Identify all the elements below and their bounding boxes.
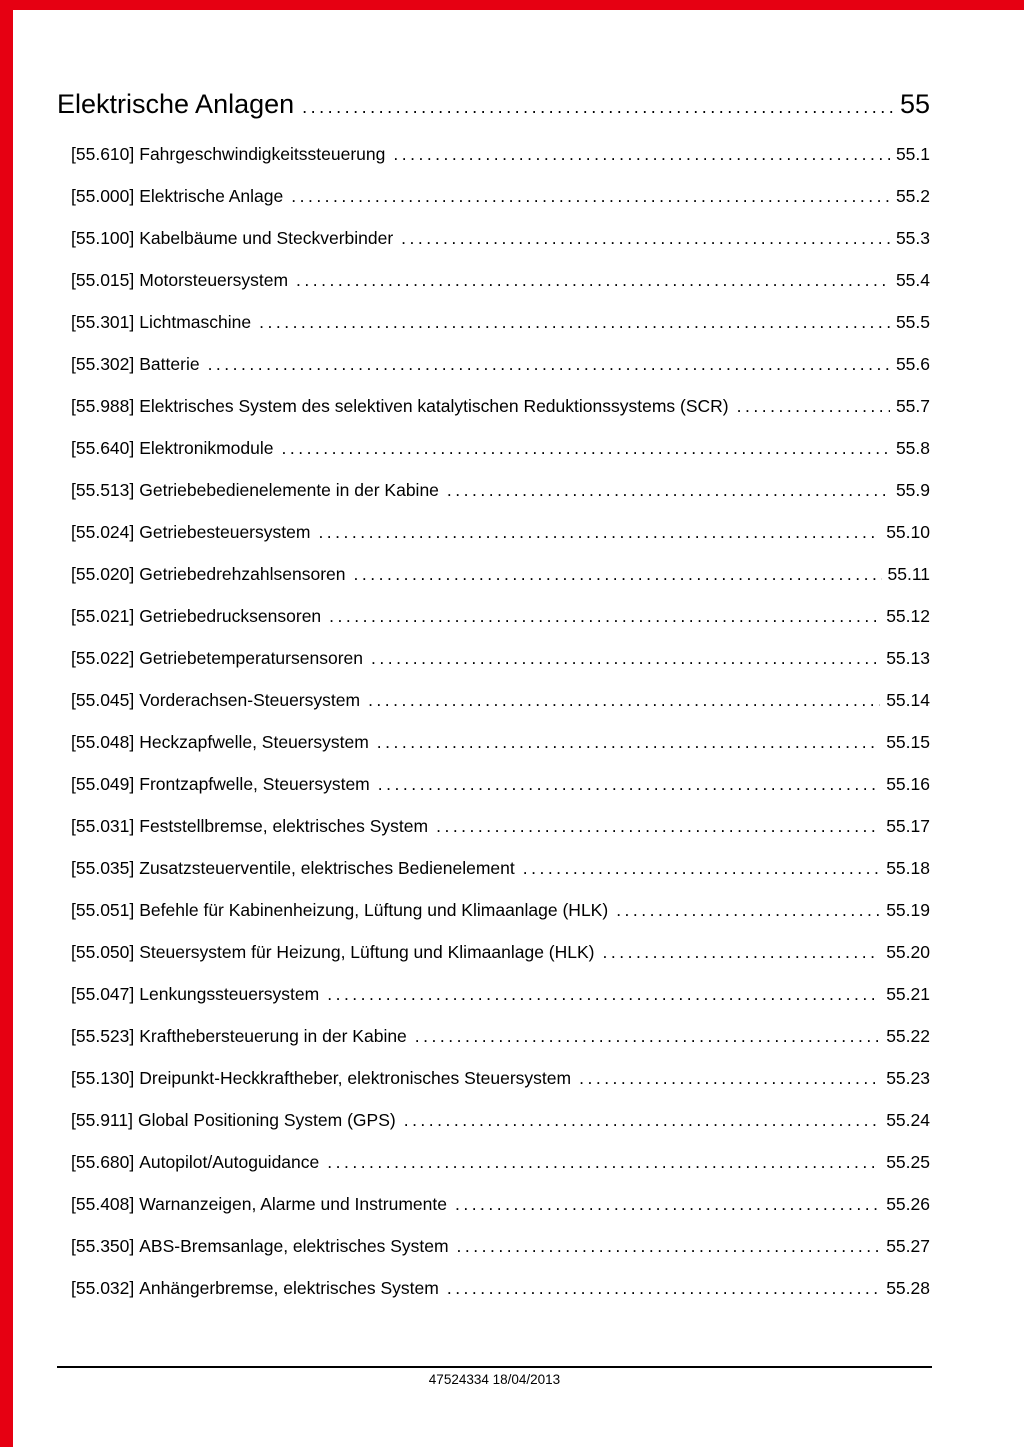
toc-entry[interactable] [57,438,930,480]
toc-entry[interactable] [57,396,930,438]
leader-dots [579,1068,880,1089]
toc-entry-page: 55.25 [886,1152,930,1172]
section-page-number: 55 [899,89,930,119]
toc-entry-label: Getriebetemperatursensoren [139,648,363,668]
footer-text: 47524334 18/04/2013 [428,1372,561,1387]
toc-entry-page: 55.10 [886,522,930,542]
toc-entry-label: Dreipunkt-Heckkraftheber, elektronisches Steuersystem [139,1068,572,1088]
toc-entry-code: [55.045] [71,690,135,710]
toc-entry-code: [55.020] [71,564,135,584]
section-title: Elektrische Anlagen [57,89,295,119]
toc-entry-page: 55.3 [895,228,930,248]
toc-entry-page: 55.17 [886,816,930,836]
leader-dots [455,1194,880,1215]
toc-entry[interactable] [57,1236,930,1278]
page-edge-top-red [0,0,1024,10]
toc-entry-label: Global Positioning System (GPS) [137,1110,396,1130]
toc-entry[interactable] [57,144,930,186]
toc-entry-label: Steuersystem für Heizung, Lüftung und Klimaanlage (HLK) [139,942,595,962]
leader-dots [401,228,890,249]
toc-entry-code: [55.680] [71,1152,135,1172]
toc-entry-page: 55.8 [895,438,930,458]
leader-dots [291,186,890,207]
toc-entry-page: 55.13 [886,648,930,668]
toc-entry[interactable] [57,690,930,732]
toc-entry-code: [55.024] [71,522,135,542]
toc-entry-page: 55.7 [895,396,930,416]
toc-entry[interactable] [57,228,930,270]
leader-dots [259,312,890,333]
leader-dots [296,270,890,291]
toc-entry[interactable] [57,774,930,816]
leader-dots [415,1026,880,1047]
toc-content [57,88,930,1320]
toc-entry[interactable] [57,900,930,942]
leader-dots [354,564,882,585]
toc-entry-label: Frontzapfwelle, Steuersystem [139,774,370,794]
toc-entry-code: [55.523] [71,1026,135,1046]
toc-entry-code: [55.640] [71,438,135,458]
leader-dots [447,480,890,501]
toc-entry-label: Autopilot/Autoguidance [139,1152,320,1172]
toc-entry-code: [55.610] [71,144,135,164]
toc-entry-code: [55.022] [71,648,135,668]
toc-entry-page: 55.22 [886,1026,930,1046]
toc-entry[interactable] [57,984,930,1026]
toc-entry[interactable] [57,1110,930,1152]
leader-dots [378,774,880,795]
toc-entry[interactable] [57,816,930,858]
leader-dots [208,354,890,375]
toc-entry-page: 55.18 [886,858,930,878]
toc-entry-code: [55.049] [71,774,135,794]
toc-entry-label: Lichtmaschine [139,312,252,332]
toc-entry[interactable] [57,270,930,312]
toc-entry-code: [55.302] [71,354,135,374]
toc-entry-code: [55.100] [71,228,135,248]
leader-dots [737,396,890,417]
toc-entry-label: Krafthebersteuerung in der Kabine [139,1026,407,1046]
toc-entry-label: Zusatzsteuerventile, elektrisches Bedienelement [139,858,515,878]
toc-entry-label: Lenkungssteuersystem [139,984,320,1004]
toc-entry-label: Elektronikmodule [139,438,274,458]
toc-entry-label: Warnanzeigen, Alarme und Instrumente [139,1194,447,1214]
toc-entry-label: Feststellbremse, elektrisches System [139,816,429,836]
page-footer [57,1366,932,1387]
toc-entry-label: Getriebedrucksensoren [139,606,322,626]
leader-dots [329,606,880,627]
toc-entry-code: [55.050] [71,942,135,962]
toc-entry[interactable] [57,480,930,522]
toc-entry-page: 55.27 [886,1236,930,1256]
footer-divider [57,1366,932,1368]
toc-entry[interactable] [57,522,930,564]
toc-entry-page: 55.5 [895,312,930,332]
toc-entry-page: 55.14 [886,690,930,710]
toc-entry[interactable] [57,606,930,648]
leader-dots [616,900,880,921]
leader-dots [327,984,880,1005]
toc-entry-page: 55.6 [895,354,930,374]
toc-entry-label: Elektrische Anlage [139,186,284,206]
leader-dots [377,732,880,753]
toc-entry-page: 55.4 [895,270,930,290]
leader-dots [318,522,880,543]
toc-entry-code: [55.048] [71,732,135,752]
toc-entry-label: Elektrisches System des selektiven katalytischen Reduktionssystems (SCR) [139,396,729,416]
toc-entry-code: [55.408] [71,1194,135,1214]
toc-entry-code: [55.000] [71,186,135,206]
toc-entry-label: Getriebesteuersystem [139,522,311,542]
toc-entry-page: 55.19 [886,900,930,920]
toc-entry-label: Heckzapfwelle, Steuersystem [139,732,369,752]
leader-dots [523,858,880,879]
toc-entry-label: Vorderachsen-Steuersystem [139,690,361,710]
toc-entry[interactable] [57,1194,930,1236]
toc-entry-page: 55.16 [886,774,930,794]
leader-dots [281,438,889,459]
toc-entry[interactable] [57,354,930,396]
toc-entry-code: [55.988] [71,396,135,416]
toc-entry-page: 55.26 [886,1194,930,1214]
leader-dots [457,1236,881,1257]
toc-entry-code: [55.911] [71,1110,133,1130]
toc-entry[interactable] [57,186,930,228]
toc-entry-code: [55.015] [71,270,135,290]
toc-entry[interactable] [57,942,930,984]
leader-dots [603,942,881,963]
toc-entry-page: 55.23 [886,1068,930,1088]
leader-dots [436,816,880,837]
toc-entry-page: 55.21 [886,984,930,1004]
toc-entry-page: 55.12 [886,606,930,626]
leader-dots [368,690,880,711]
toc-entry-page: 55.2 [895,186,930,206]
toc-entry[interactable] [57,732,930,774]
toc-entry-code: [55.032] [71,1278,135,1298]
toc-entry-page: 55.28 [886,1278,930,1298]
toc-entry-code: [55.350] [71,1236,135,1256]
toc-entry-code: [55.513] [71,480,135,500]
toc-entry-label: Getriebebedienelemente in der Kabine [139,480,439,500]
toc-entry-page: 55.15 [886,732,930,752]
toc-entry-label: Kabelbäume und Steckverbinder [139,228,394,248]
toc-entry-code: [55.031] [71,816,135,836]
toc-entry[interactable] [57,312,930,354]
toc-entry[interactable] [57,1068,930,1110]
toc-entry-label: Motorsteuersystem [139,270,289,290]
toc-entry[interactable] [57,1026,930,1068]
leader-dots [327,1152,880,1173]
toc-entry-code: [55.047] [71,984,135,1004]
toc-entry-code: [55.021] [71,606,135,626]
toc-entry-code: [55.130] [71,1068,135,1088]
toc-entry-page: 55.1 [895,144,930,164]
toc-entry[interactable] [57,1278,930,1320]
toc-entry[interactable] [57,858,930,900]
toc-entry-label: Getriebedrehzahlsensoren [139,564,346,584]
leader-dots [393,144,890,165]
toc-entry-code: [55.051] [71,900,135,920]
toc-entry-page: 55.20 [886,942,930,962]
toc-entry-code: [55.301] [71,312,135,332]
leader-dots [371,648,880,669]
toc-section-heading [57,88,930,123]
leader-dots [404,1110,881,1131]
toc-entry[interactable] [57,564,930,606]
toc-entry-page: 55.9 [895,480,930,500]
toc-entry-label: Fahrgeschwindigkeitssteuerung [139,144,386,164]
toc-list [57,144,930,1320]
toc-entry[interactable] [57,648,930,690]
leader-dots [302,91,894,123]
toc-entry-page: 55.11 [887,564,930,584]
toc-entry-label: ABS-Bremsanlage, elektrisches System [139,1236,449,1256]
toc-entry-label: Anhängerbremse, elektrisches System [139,1278,439,1298]
toc-entry-label: Befehle für Kabinenheizung, Lüftung und Klimaanlage (HLK) [139,900,609,920]
toc-entry-page: 55.24 [886,1110,930,1130]
page-edge-left-red [0,0,13,1447]
toc-entry[interactable] [57,1152,930,1194]
leader-dots [447,1278,880,1299]
toc-entry-label: Batterie [139,354,200,374]
toc-entry-code: [55.035] [71,858,135,878]
